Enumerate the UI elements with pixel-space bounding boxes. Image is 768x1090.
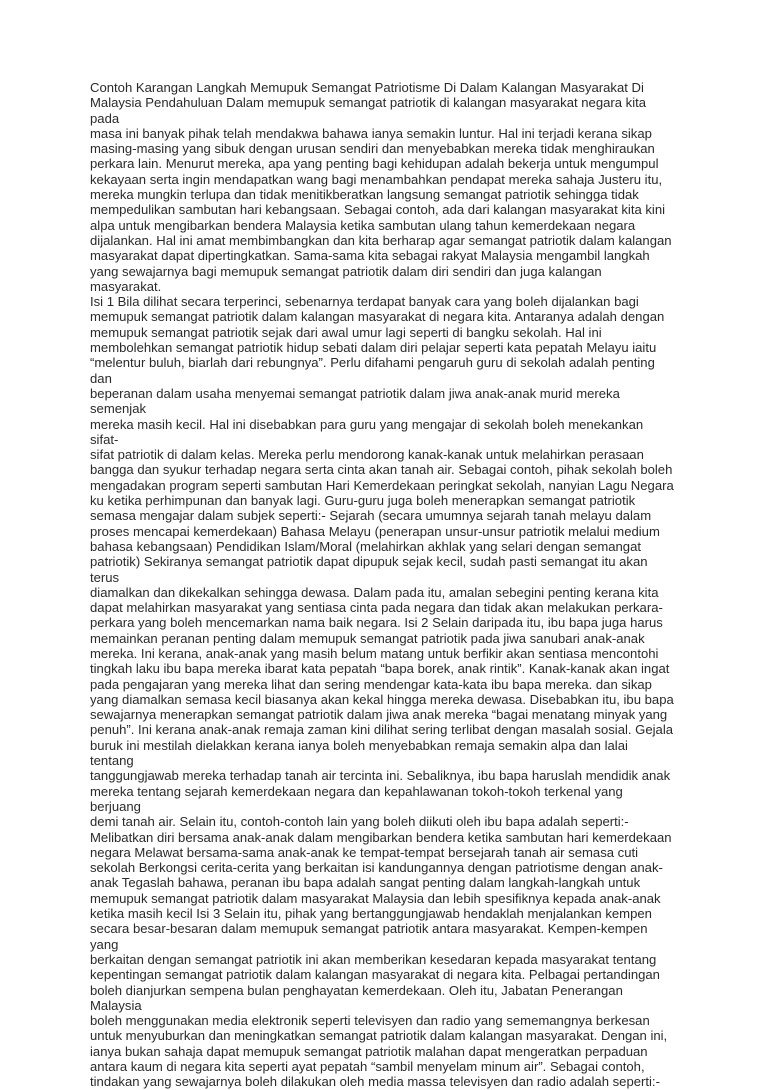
document-body-text: Contoh Karangan Langkah Memupuk Semangat Patriotisme Di Dalam Kalangan Masyarakat Di Malaysia Pendahuluan Dalam memupuk semangat patriotik di kalangan masyarakat negara kita pada masa ini banyak pihak telah mendakwa bahawa ianya semakin luntur. Hal ini terjadi kerana sikap masing-masing yang sibuk dengan urusan sendiri dan menyebabkan mereka tidak menghiraukan perkara lain. Menurut mereka, apa yang penting bagi kehidupan adalah bekerja untuk mengumpul kekayaan serta ingin mendapatkan wang bagi menambahkan pendapat mereka sahaja Justeru itu, mereka mungkin terlupa dan tidak menitikberatkan langsung semangat patriotik sehingga tidak mempedulikan sambutan hari kebangsaan. Sebagai contoh, ada dari kalangan masyarakat kita kini alpa untuk mengibarkan bendera Malaysia ketika sambutan ulang tahun kemerdekaan negara dijalankan. Hal ini amat membimbangkan dan kita berharap agar semangat patriotik dalam kalangan masyarakat dapat dipertingkatkan. Sama-sama kita sebagai rakyat Malaysia mengambil langkah yang sewajarnya bagi memupuk semangat patriotik dalam diri sendiri dan juga kalangan masyarakat. Isi 1 Bila dilihat secara terperinci, sebenarnya terdapat banyak cara yang boleh dijalankan bagi memupuk semangat patriotik dalam kalangan masyarakat di negara kita. Antaranya adalah dengan memupuk semangat patriotik sejak dari awal umur lagi seperti di bangku sekolah. Hal ini membolehkan semangat patriotik hidup sebati dalam diri pelajar seperti kata pepatah Melayu iaitu “melentur buluh, biarlah dari rebungnya”. Perlu difahami pengaruh guru di sekolah adalah penting dan beperanan dalam usaha menyemai semangat patriotik dalam jiwa anak-anak murid mereka semenjak mereka masih kecil. Hal ini disebabkan para guru yang mengajar di sekolah boleh menekankan sifat- sifat patriotik di dalam kelas. Mereka perlu mendorong kanak-kanak untuk melahirkan perasaan bangga dan syukur terhadap negara serta cinta akan tanah air. Sebagai contoh, pihak sekolah boleh mengadakan program seperti sambutan Hari Kemerdekaan peringkat sekolah, nanyian Lagu Negara ku ketika perhimpunan dan banyak lagi. Guru-guru juga boleh menerapkan semangat patriotik semasa mengajar dalam subjek seperti:- Sejarah (secara umumnya sejarah tanah melayu dalam proses mencapai kemerdekaan) Bahasa Melayu (penerapan unsur-unsur patriotik melalui medium bahasa kebangsaan) Pendidikan Islam/Moral (melahirkan akhlak yang selari dengan semangat patriotik) Sekiranya semangat patriotik dapat dipupuk sejak kecil, sudah pasti semangat itu akan terus diamalkan dan dikekalkan sehingga dewasa. Dalam pada itu, amalan sebegini penting kerana kita dapat melahirkan masyarakat yang sentiasa cinta pada negara dan tidak akan melakukan perkara- perkara yang boleh mencemarkan nama baik negara. Isi 2 Selain daripada itu, ibu bapa juga harus memainkan peranan penting dalam memupuk semangat patriotik pada jiwa sanubari anak-anak mereka. Ini kerana, anak-anak yang masih belum matang untuk berfikir akan sentiasa mencontohi tingkah laku ibu bapa mereka ibarat kata pepatah “bapa borek, anak rintik”. Kanak-kanak akan ingat pada pengajaran yang mereka lihat dan sering mendengar kata-kata ibu bapa mereka. dan sikap yang diamalkan semasa kecil biasanya akan kekal hingga mereka dewasa. Disebabkan itu, ibu bapa sewajarnya menerapkan semangat patriotik dalam jiwa anak mereka “bagai menatang minyak yang penuh”. Ini kerana anak-anak remaja zaman kini dilihat sering terlibat dengan masalah sosial. Gejala buruk ini mestilah dielakkan kerana ianya boleh menyebabkan remaja semakin alpa dan lalai tentang tanggungjawab mereka terhadap tanah air tercinta ini. Sebaliknya, ibu bapa haruslah mendidik anak mereka tentang sejarah kemerdekaan negara dan kepahlawanan tokoh-tokoh terkenal yang berjuang demi tanah air. Selain itu, contoh-contoh lain yang boleh diikuti oleh ibu bapa adalah seperti:- Melibatkan diri bersama anak-anak dalam mengibarkan bendera ketika sambutan hari kemerdekaan negara Melawat bersama-sama anak-anak ke tempat-tempat bersejarah tanah air semasa cuti sekolah Berkongsi cerita-cerita yang berkaitan isi kandungannya dengan patriotisme dengan anak- anak Tegaslah bahawa, peranan ibu bapa adalah sangat penting dalam langkah-langkah untuk memupuk semangat patriotik dalam masyarakat Malaysia dan lebih spesifiknya kepada anak-anak ketika masih kecil Isi 3 Selain itu, pihak yang bertanggungjawab hendaklah menjalankan kempen secara besar-besaran dalam memupuk semangat patriotik antara masyarakat. Kempen-kempen yang berkaitan dengan semangat patriotik ini akan memberikan kesedaran kepada masyarakat tentang kepentingan semangat patriotik dalam kalangan masyarakat di negara kita. Pelbagai pertandingan boleh dianjurkan sempena bulan penghayatan kemerdekaan. Oleh itu, Jabatan Penerangan Malaysia boleh menggunakan media elektronik seperti televisyen dan radio yang sememangnya berkesan untuk menyuburkan dan meningkatkan semangat patriotik dalam kalangan masyarakat. Dengan ini, ianya bukan sahaja dapat memupuk semangat patriotik malahan dapat mengeratkan perpaduan antara kaum di negara kita seperti ayat pepatah “sambil menyelam minum air”. Sebagai contoh, tindakan yang sewajarnya boleh dilakukan oleh media massa televisyen dan radio adalah seperti:- [90,80,674,1090]
